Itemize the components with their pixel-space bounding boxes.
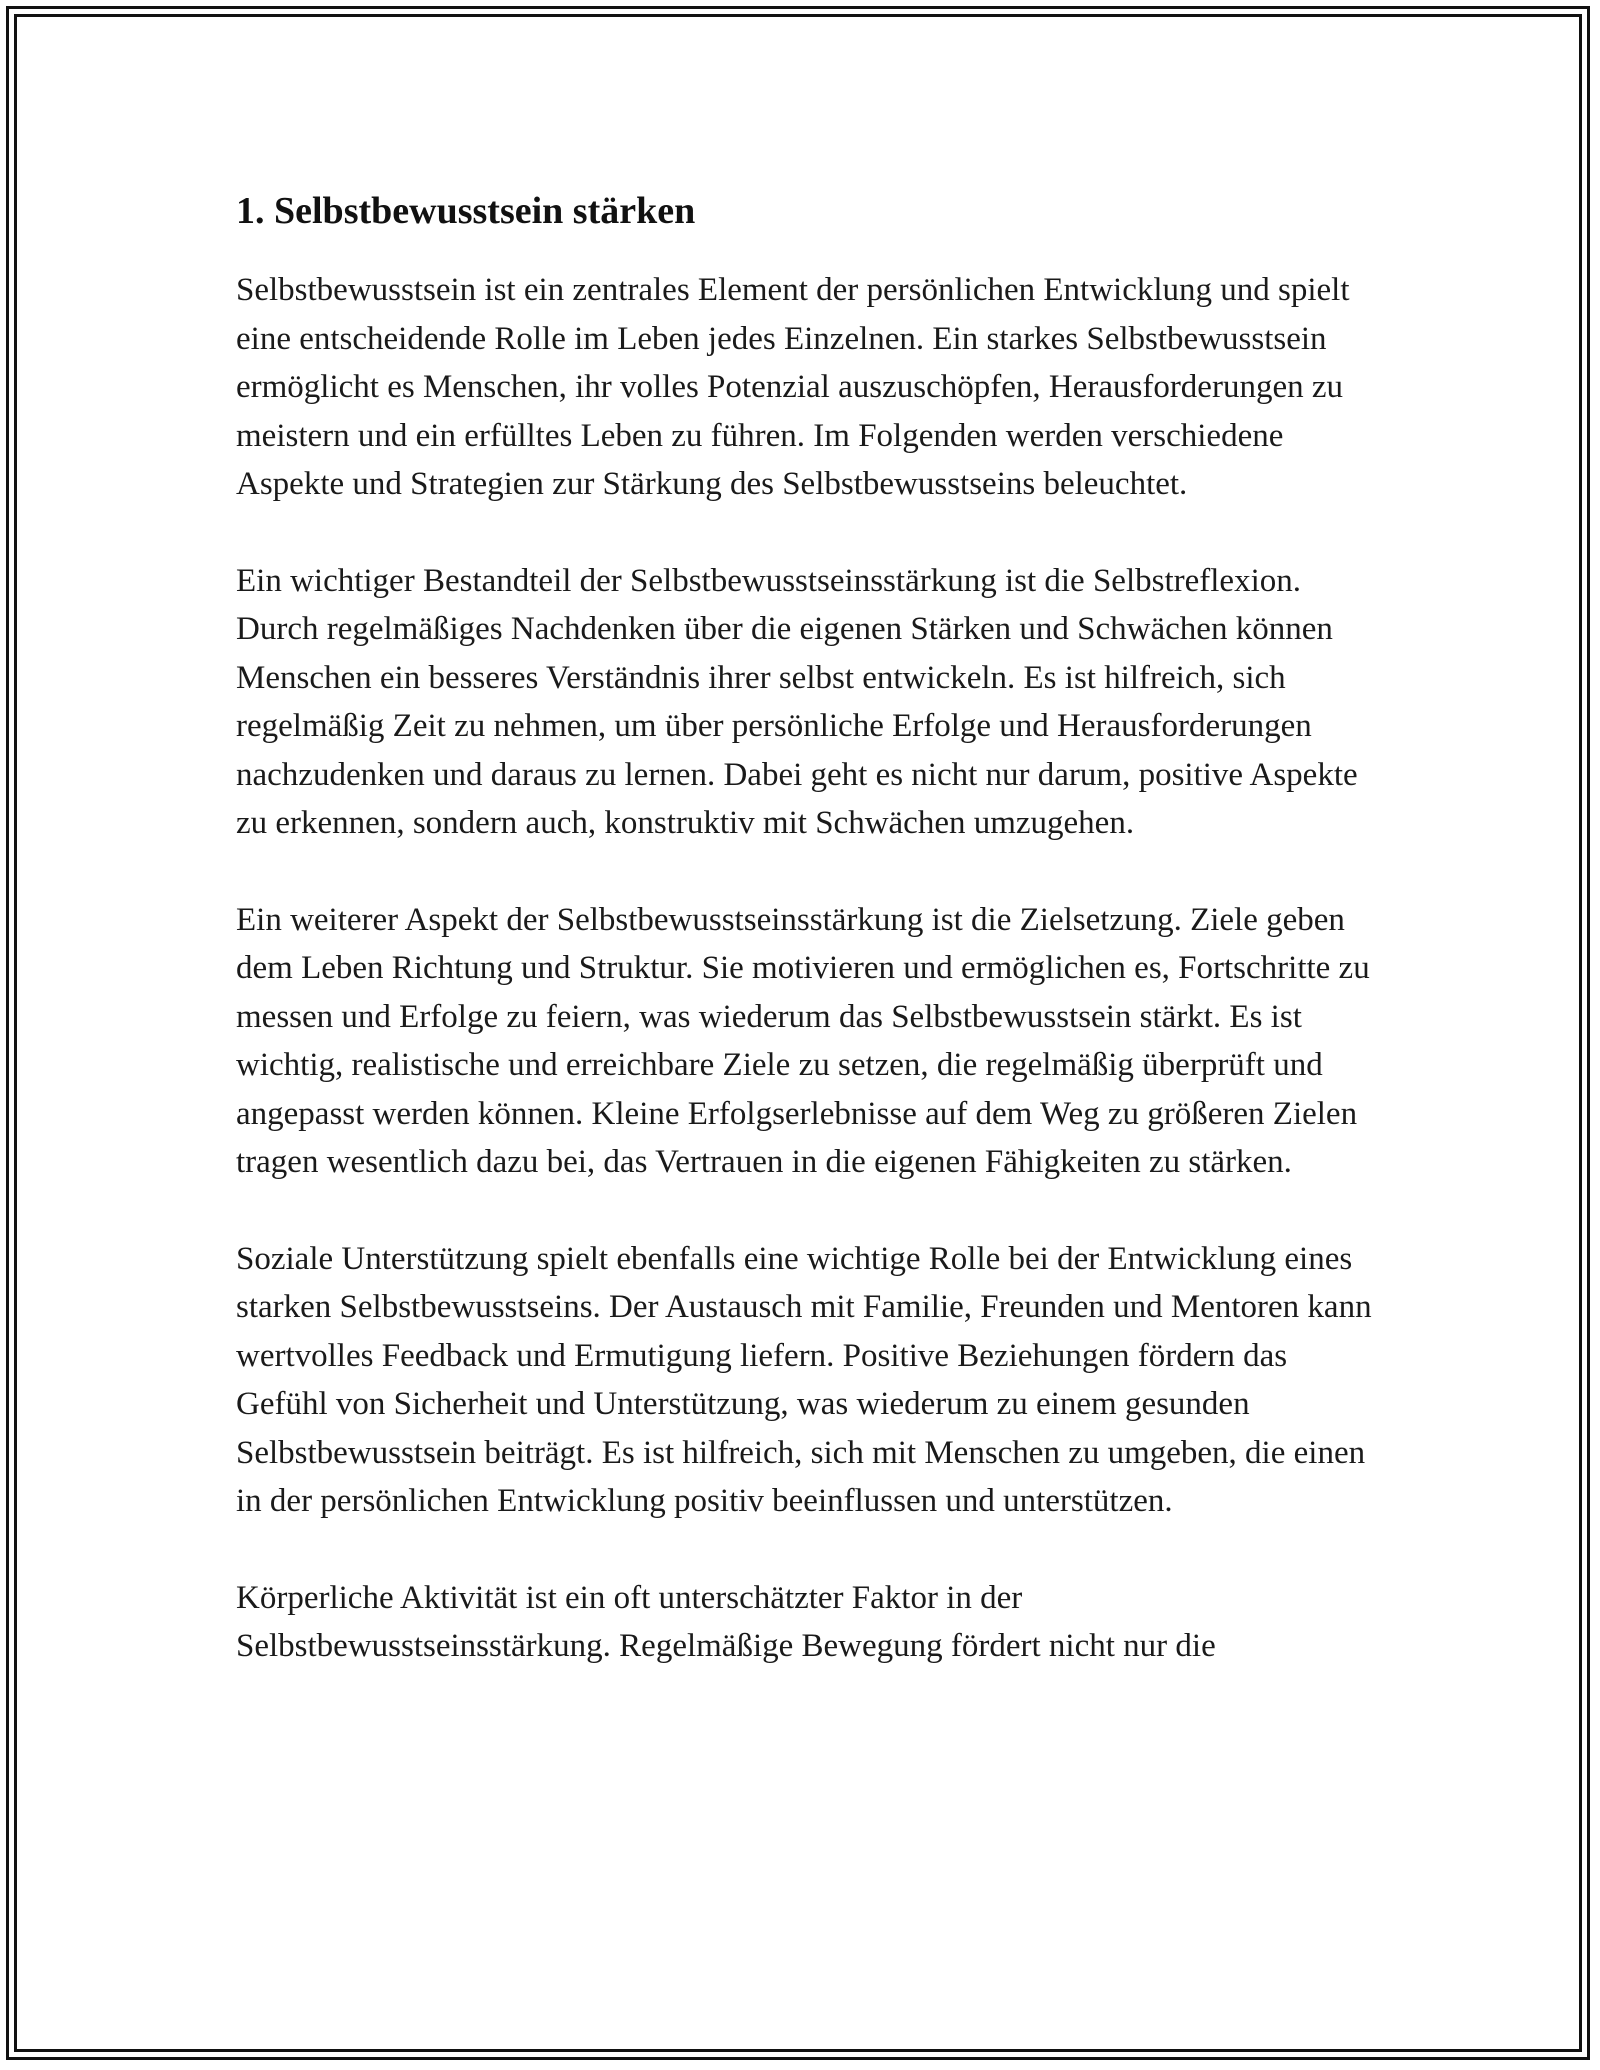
paragraph-social-support: Soziale Unterstützung spielt ebenfalls eine wichtige Rolle bei der Entwicklung eines starken Selbstbewusstseins. Der Austausch mit Familie, Freunden und Mentoren kann wertvolles Feedback und Ermutigung liefern. Positive Beziehungen fördern das Gefühl von Sicherheit und Unterstützung, was wiederum zu einem gesunden Selbstbewusstsein beiträgt. Es ist hilfreich, sich mit Menschen zu umgeben, die einen in der persönlichen Entwicklung positiv beeinflussen und unterstützen. [236,1240,1372,1519]
section-heading: 1. Selbstbewusstsein stärken [236,190,696,232]
paragraph-physical-activity: Körperliche Aktivität ist ein oft unterschätzter Faktor in der Selbstbewusstseinsstärkung. Regelmäßige Bewegung fördert nicht nur die [236,1579,1216,1664]
paragraph-goal-setting: Ein weiterer Aspekt der Selbstbewusstseinsstärkung ist die Zielsetzung. Ziele geben dem Leben Richtung und Struktur. Sie motivieren und ermöglichen es, Fortschritte zu messen und Erfolge zu feiern, was wiederum das Selbstbewusstsein stärkt. Es ist wichtig, realistische und erreichbare Ziele zu setzen, die regelmäßig überprüft und angepasst werden können. Kleine Erfolgserlebnisse auf dem Weg zu größeren Zielen tragen wesentlich dazu bei, das Vertrauen in die eigenen Fähigkeiten zu stärken. [236,901,1370,1180]
paragraph-intro: Selbstbewusstsein ist ein zentrales Element der persönlichen Entwicklung und spielt eine entscheidende Rolle im Leben jedes Einzelnen. Ein starkes Selbstbewusstsein ermöglicht es Menschen, ihr volles Potenzial auszuschöpfen, Herausforderungen zu meistern und ein erfülltes Leben zu führen. Im Folgenden werden verschiedene Aspekte und Strategien zur Stärkung des Selbstbewusstseins beleuchtet. [236,272,1350,502]
document-body [236,184,1376,1671]
paragraph-self-reflection: Ein wichtiger Bestandteil der Selbstbewusstseinsstärkung ist die Selbstreflexion. Durch regelmäßiges Nachdenken über die eigenen Stärken und Schwächen können Menschen ein besseres Verständnis ihrer selbst entwickeln. Es ist hilfreich, sich regelmäßig Zeit zu nehmen, um über persönliche Erfolge und Herausforderungen nachzudenken und daraus zu lernen. Dabei geht es nicht nur darum, positive Aspekte zu erkennen, sondern auch, konstruktiv mit Schwächen umzugehen. [236,562,1358,841]
